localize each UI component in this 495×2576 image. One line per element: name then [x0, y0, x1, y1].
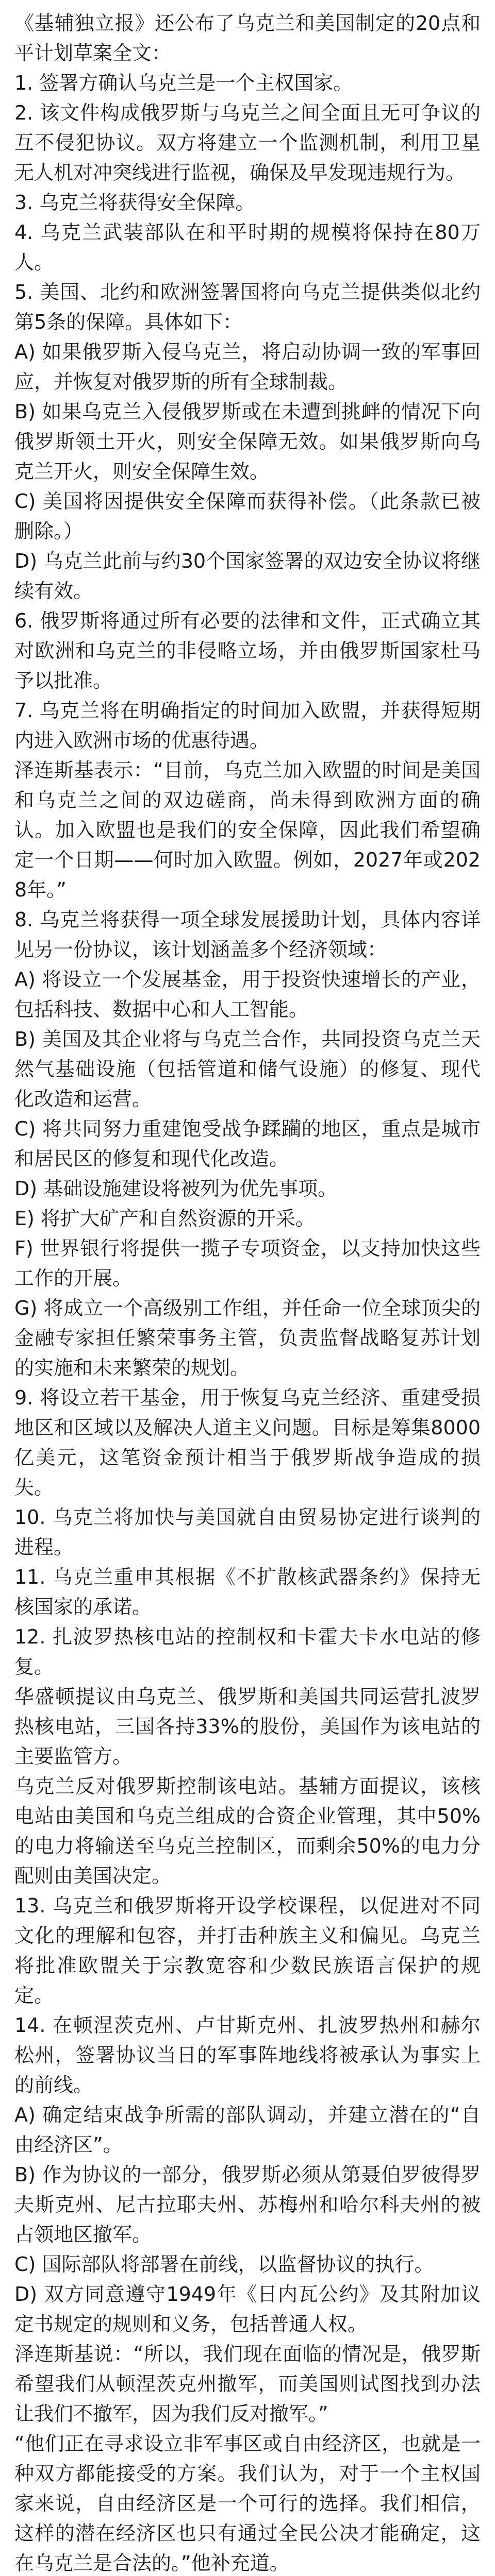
post-paragraph: D) 双方同意遵守1949年《日内瓦公约》及其附加议定书规定的规则和义务，包括普通人权。: [14, 2283, 481, 2335]
post-paragraph: 14. 在顿涅茨克州、卢甘斯克州、扎波罗热州和赫尔松州，签署协议当日的军事阵地线将被承认为事实上的前线。: [14, 2014, 481, 2096]
post-paragraph: G) 将成立一个高级别工作组，并任命一位全球顶尖的金融专家担任繁荣事务主管，负责监督战略复苏计划的实施和未来繁荣的规划。: [14, 1297, 481, 1379]
post-paragraph: C) 国际部队将部署在前线，以监督协议的执行。: [14, 2253, 434, 2276]
post-paragraph: “他们正在寻求设立非军事区或自由经济区，也就是一种双方都能接受的方案。我们认为，对于一个主权国家来说，自由经济区是一个可行的选择。我们相信，这样的潜在经济区也只有通过全民公决才能确定，这在乌克兰是合法的。”他补充道。: [14, 2432, 481, 2574]
post-paragraph: 10. 乌克兰将加快与美国就自由贸易协定进行谈判的进程。: [14, 1506, 481, 1558]
post-paragraph: 11. 乌克兰重申其根据《不扩散核武器条约》保持无核国家的承诺。: [14, 1566, 481, 1618]
post-paragraph: E) 将扩大矿产和自然资源的开采。: [14, 1207, 315, 1230]
post-paragraph: A) 将设立一个发展基金，用于投资快速增长的产业，包括科技、数据中心和人工智能。: [14, 968, 481, 1021]
post-paragraph: F) 世界银行将提供一揽子专项资金，以支持加快这些工作的开展。: [14, 1237, 481, 1290]
post-paragraph: 7. 乌克兰将在明确指定的时间加入欧盟，并获得短期内进入欧洲市场的优惠待遇。: [14, 699, 481, 752]
post-paragraph: 13. 乌克兰和俄罗斯将开设学校课程，以促进对不同文化的理解和包容，并打击种族主义和偏见。乌克兰将批准欧盟关于宗教宽容和少数民族语言保护的规定。: [14, 1894, 481, 2007]
post-paragraph: B) 如果乌克兰入侵俄罗斯或在未遭到挑衅的情况下向俄罗斯领土开火，则安全保障无效。如果俄罗斯向乌克兰开火，则安全保障生效。: [14, 400, 481, 483]
post-paragraph: D) 乌克兰此前与约30个国家签署的双边安全协议将继续有效。: [14, 550, 481, 602]
post-paragraph: A) 确定结束战争所需的部队调动，并建立潜在的“自由经济区”。: [14, 2104, 481, 2156]
post-paragraph: B) 美国及其企业将与乌克兰合作，共同投资乌克兰天然气基础设施（包括管道和储气设施）的修复、现代化改造和运营。: [14, 1028, 481, 1110]
post-paragraph: 《基辅独立报》还公布了乌克兰和美国制定的20点和平计划草案全文：: [14, 12, 481, 64]
post-paragraph: 8. 乌克兰将获得一项全球发展援助计划，具体内容详见另一份协议，该计划涵盖多个经济领域：: [14, 908, 481, 961]
post-paragraph: 1. 签署方确认乌克兰是一个主权国家。: [14, 72, 353, 94]
post-paragraph: B) 作为协议的一部分，俄罗斯必须从第聂伯罗彼得罗夫斯克州、尼古拉耶夫州、苏梅州和哈尔科夫州的被占领地区撤军。: [14, 2163, 481, 2246]
post-paragraph: 泽连斯基表示：“目前，乌克兰加入欧盟的时间是美国和乌克兰之间的双边磋商，尚未得到欧洲方面的确认。加入欧盟也是我们的安全保障，因此我们希望确定一个日期——何时加入欧盟。例如，2027年或2028年。”: [14, 759, 481, 901]
post-paragraph: C) 将共同努力重建饱受战争蹂躏的地区，重点是城市和居民区的修复和现代化改造。: [14, 1117, 481, 1170]
post-paragraph: 2. 该文件构成俄罗斯与乌克兰之间全面且无可争议的互不侵犯协议。双方将建立一个监测机制，利用卫星无人机对冲突线进行监视，确保及早发现违规行为。: [14, 101, 481, 184]
post-paragraph: 华盛顿提议由乌克兰、俄罗斯和美国共同运营扎波罗热核电站，三国各持33%的股份，美国作为该电站的主要监管方。: [14, 1685, 481, 1768]
post-paragraph: 4. 乌克兰武装部队在和平时期的规模将保持在80万人。: [14, 221, 481, 274]
post-paragraph: A) 如果俄罗斯入侵乌克兰，将启动协调一致的军事回应，并恢复对俄罗斯的所有全球制裁。: [14, 341, 481, 393]
post-paragraph: 泽连斯基说：“所以，我们现在面临的情况是，俄罗斯希望我们从顿涅茨克州撤军，而美国则试图找到办法让我们不撤军，因为我们反对撤军。”: [14, 2343, 481, 2425]
post-paragraph: 9. 将设立若干基金，用于恢复乌克兰经济、重建受损地区和区域以及解决人道主义问题。目标是筹集8000亿美元，这笔资金预计相当于俄罗斯战争造成的损失。: [14, 1386, 481, 1499]
post-paragraph: 12. 扎波罗热核电站的控制权和卡霍夫卡水电站的修复。: [14, 1625, 481, 1678]
post-paragraph: 6. 俄罗斯将通过所有必要的法律和文件，正式确立其对欧洲和乌克兰的非侵略立场，并由俄罗斯国家杜马予以批准。: [14, 609, 481, 692]
post-body: [14, 8, 481, 2576]
post-paragraph: 乌克兰反对俄罗斯控制该电站。基辅方面提议，该核电站由美国和乌克兰组成的合资企业管理，其中50%的电力将输送至乌克兰控制区，而剩余50%的电力分配则由美国决定。: [14, 1775, 481, 1887]
post-paragraph: D) 基础设施建设将被列为优先事项。: [14, 1177, 338, 1200]
post-paragraph: C) 美国将因提供安全保障而获得补偿。（此条款已被删除。）: [14, 490, 481, 543]
post-paragraph: 3. 乌克兰将获得安全保障。: [14, 191, 255, 214]
post-paragraph: 5. 美国、北约和欧洲签署国将向乌克兰提供类似北约第5条的保障。具体如下：: [14, 281, 481, 333]
